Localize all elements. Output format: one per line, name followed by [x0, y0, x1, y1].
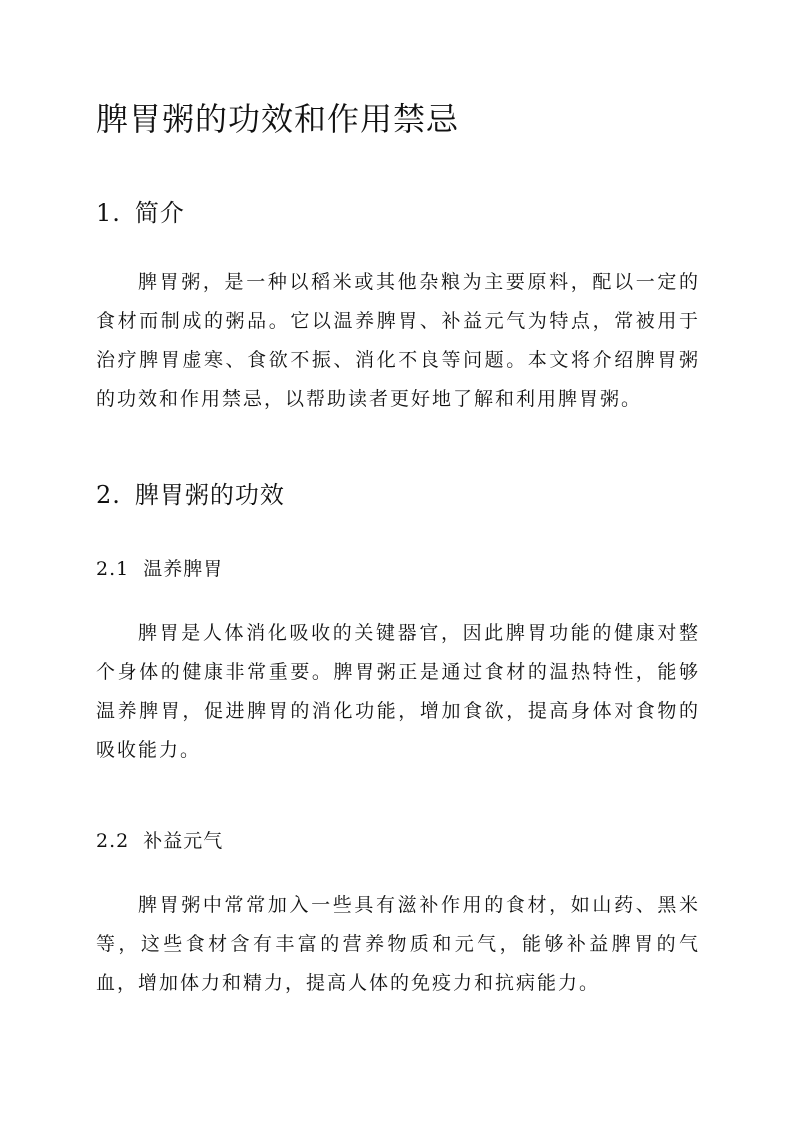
section-heading-intro: [96, 196, 185, 230]
subsection-number: 2.2: [96, 830, 130, 852]
document-title: 脾胃粥的功效和作用禁忌: [96, 100, 460, 138]
section-title: 脾胃粥的功效: [134, 481, 285, 509]
subsection-title: 温养脾胃: [143, 558, 224, 580]
subsection-heading-warm-spleen: [96, 555, 223, 583]
subsection-number: 2.1: [96, 558, 130, 580]
subsection-title: 补益元气: [143, 830, 224, 852]
section-title: 简介: [134, 199, 185, 227]
section-heading-effects: [96, 478, 285, 512]
replenish-qi-paragraph: 脾胃粥中常常加入一些具有滋补作用的食材，如山药、黑米等，这些食材含有丰富的营养物质和元气，能够补益脾胃的气血，增加体力和精力，提高人体的免疫力和抗病能力。: [96, 894, 700, 994]
section-number: 1.: [96, 199, 121, 227]
intro-paragraph: 脾胃粥，是一种以稻米或其他杂粮为主要原料，配以一定的食材而制成的粥品。它以温养脾胃、补益元气为特点，常被用于治疗脾胃虚寒、食欲不振、消化不良等问题。本文将介绍脾胃粥的功效和作用禁忌，以帮助读者更好地了解和利用脾胃粥。: [96, 271, 700, 410]
subsection-heading-replenish-qi: [96, 827, 223, 855]
section-number: 2.: [96, 481, 121, 509]
warm-spleen-paragraph: 脾胃是人体消化吸收的关键器官，因此脾胃功能的健康对整个身体的健康非常重要。脾胃粥正是通过食材的温热特性，能够温养脾胃，促进脾胃的消化功能，增加食欲，提高身体对食物的吸收能力。: [96, 622, 700, 761]
